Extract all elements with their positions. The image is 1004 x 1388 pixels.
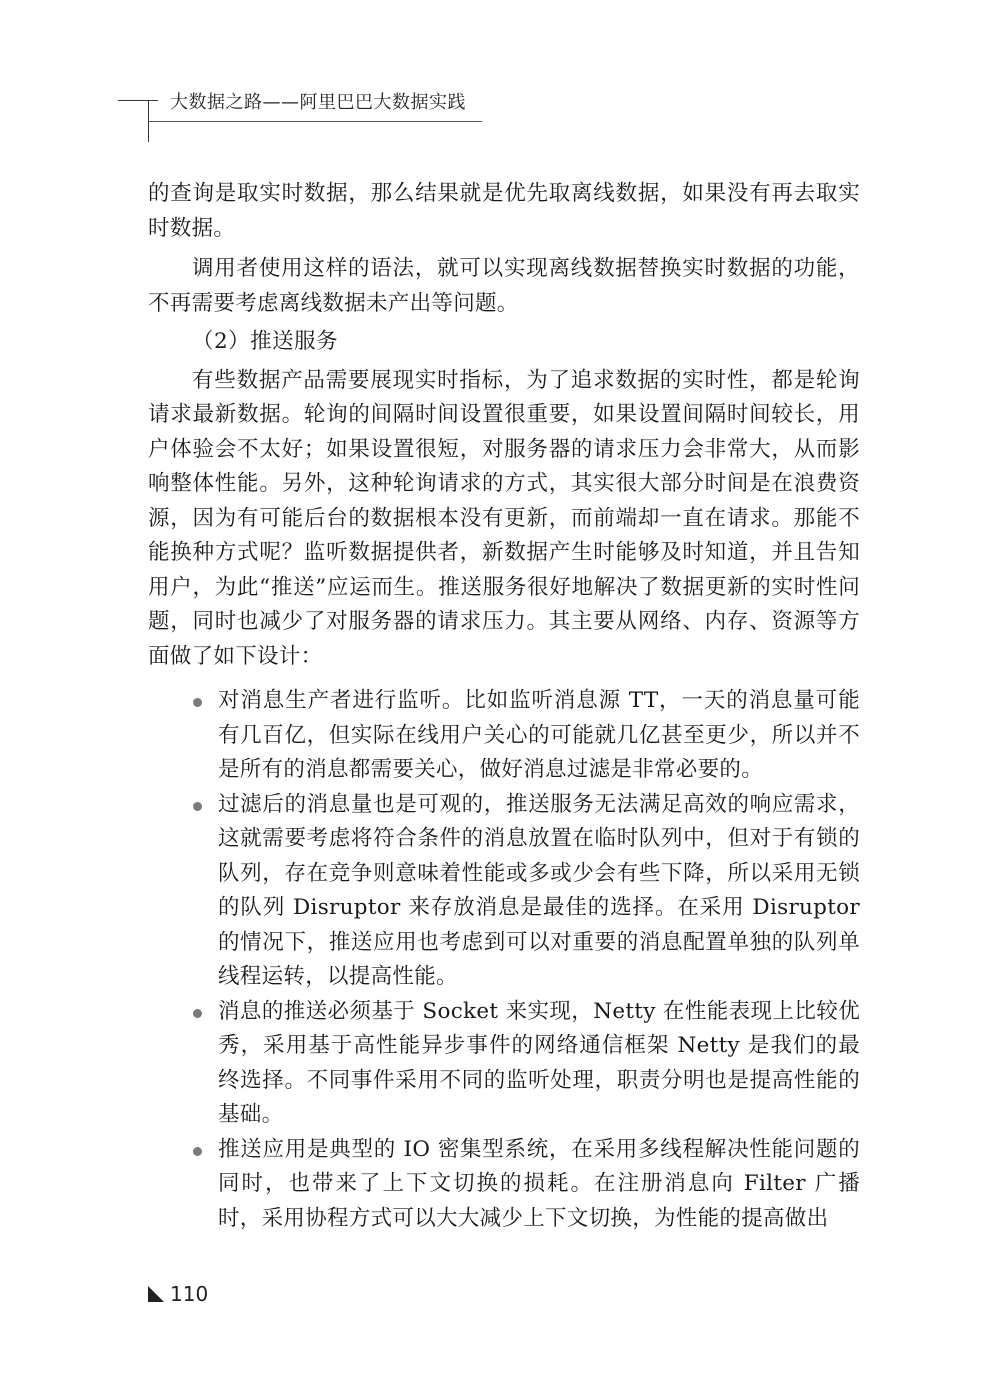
paragraph-push-service: 有些数据产品需要展现实时指标，为了追求数据的实时性，都是轮询请求最新数据。轮询的间隔时间设置很重要，如果设置间隔时间较长，用户体验会不太好；如果设置很短，对服务器的请求压力会非常大，从而影响整体性能。另外，这种轮询请求的方式，其实很大部分时间是在浪费资源，因为有可能后台的数据根本没有更新，而前端却一直在请求。那能不能换种方式呢？监听数据提供者，新数据产生时能够及时知道，并且告知用户，为此“推送”应运而生。推送服务很好地解决了数据更新的实时性问题，同时也减少了对服务器的请求压力。其主要从网络、内存、资源等方面做了如下设计： xyxy=(148,367,860,669)
list-item-text: 消息的推送必须基于 Socket 来实现，Netty 在性能表现上比较优秀，采用基于高性能异步事件的网络通信框架 Netty 是我们的最终选择。不同事件采用不同的监听处理，职责分明也是提高性能的基础。 xyxy=(218,998,860,1127)
bullet-icon xyxy=(193,1009,202,1018)
paragraph-continued: 的查询是取实时数据，那么结果就是优先取离线数据，如果没有再去取实时数据。 xyxy=(148,181,860,241)
list-item xyxy=(148,1133,860,1237)
page-footer xyxy=(148,1283,208,1305)
list-item-text: 推送应用是典型的 IO 密集型系统，在采用多线程解决性能问题的同时，也带来了上下文切换的损耗。在注册消息向 Filter 广播时，采用协程方式可以大大减少上下文切换，为性能的提高做出 xyxy=(218,1136,860,1231)
running-header-title: 大数据之路——阿里巴巴大数据实践 xyxy=(170,92,466,113)
header-rule-left xyxy=(118,100,158,101)
list-item-text: 对消息生产者进行监听。比如监听消息源 TT，一天的消息量可能有几百亿，但实际在线用户关心的可能就几亿甚至更少，所以并不是所有的消息都需要关心，做好消息过滤是非常必要的。 xyxy=(218,688,860,782)
paragraph-syntax: 调用者使用这样的语法，就可以实现离线数据替换实时数据的功能，不再需要考虑离线数据未产出等问题。 xyxy=(148,256,860,316)
bullet-icon xyxy=(193,802,202,811)
list-item xyxy=(148,684,860,788)
bullet-icon xyxy=(193,698,202,707)
page-corner-triangle-icon xyxy=(148,1286,164,1302)
design-bullet-list xyxy=(148,684,860,1236)
section-subheading: （2）推送服务 xyxy=(192,329,339,354)
bullet-icon xyxy=(193,1147,202,1156)
page-body xyxy=(148,177,860,1236)
page-number: 110 xyxy=(170,1282,209,1306)
list-item xyxy=(148,788,860,995)
header-rule-underline xyxy=(148,121,482,122)
list-item-text: 过滤后的消息量也是可观的，推送服务无法满足高效的响应需求，这就需要考虑将符合条件的消息放置在临时队列中，但对于有锁的队列，存在竞争则意味着性能或多或少会有些下降，所以采用无锁的队列 Disruptor 来存放消息是最佳的选择。在采用 Disruptor 的情况下，推送应用也考虑到可以对重要的消息配置单独的队列单线程运转，以提高性能。 xyxy=(218,791,860,989)
list-item xyxy=(148,995,860,1133)
